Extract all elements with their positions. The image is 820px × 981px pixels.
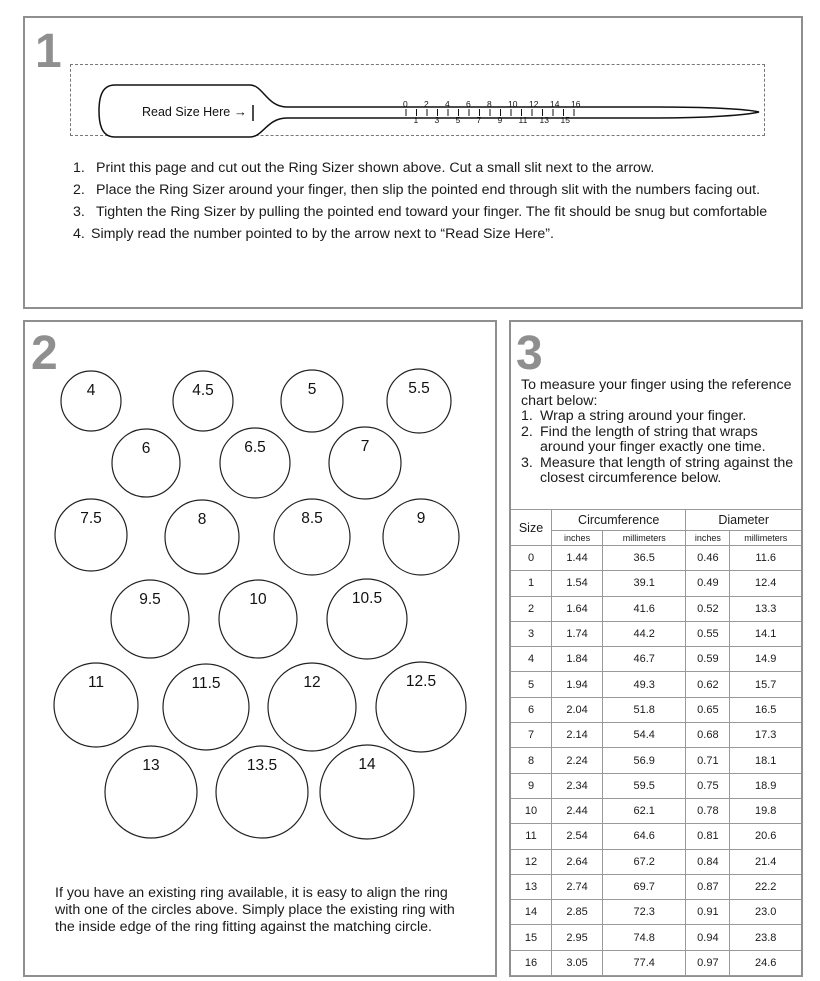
scale-number: 8: [487, 99, 492, 109]
circle-size-label: 9: [416, 510, 426, 527]
cell-circ-inches: 2.64: [552, 849, 603, 874]
scale-number: 16: [571, 99, 581, 109]
cell-diam-mm: 15.7: [730, 672, 801, 697]
cell-size: 15: [511, 925, 552, 950]
cell-circ-inches: 1.54: [552, 571, 603, 596]
cell-circ-mm: 77.4: [603, 950, 686, 975]
ring-circle: [387, 369, 451, 433]
circle-size-label: 12: [303, 674, 321, 691]
instruction-step: [73, 226, 773, 242]
table-row: [511, 950, 801, 975]
scale-number: 13: [539, 115, 549, 125]
circle-size-label: 4.5: [192, 382, 214, 399]
cell-diam-inches: 0.55: [686, 621, 730, 646]
cell-diam-inches: 0.84: [686, 849, 730, 874]
cell-circ-inches: 2.24: [552, 748, 603, 773]
cell-size: 8: [511, 748, 552, 773]
subheader-millimeters: millimeters: [603, 531, 686, 546]
circle-size-label: 6.5: [244, 439, 266, 456]
scale-number: 0: [403, 99, 408, 109]
cell-diam-mm: 19.8: [730, 798, 801, 823]
section-number: 3: [516, 327, 543, 380]
table-row: [511, 748, 801, 773]
cell-size: 2: [511, 596, 552, 621]
table-row: [511, 571, 801, 596]
circle-size-label: 14: [358, 756, 376, 773]
chart-step: [521, 409, 801, 425]
cell-diam-mm: 23.0: [730, 900, 801, 925]
circle-size-label: 11: [87, 674, 105, 691]
circle-size-label: 6: [141, 440, 151, 457]
ring-circle: [281, 370, 343, 432]
subheader-inches: inches: [686, 531, 730, 546]
cell-circ-inches: 1.84: [552, 647, 603, 672]
scale-number: 10: [508, 99, 518, 109]
cell-circ-mm: 67.2: [603, 849, 686, 874]
cell-circ-mm: 54.4: [603, 723, 686, 748]
chart-step: [521, 425, 801, 456]
cell-diam-inches: 0.46: [686, 546, 730, 571]
cell-size: 1: [511, 571, 552, 596]
cell-diam-mm: 23.8: [730, 925, 801, 950]
cell-size: 0: [511, 546, 552, 571]
circle-size-label: 5: [307, 381, 317, 398]
step-number: 1.: [521, 408, 533, 424]
cell-diam-inches: 0.68: [686, 723, 730, 748]
table-body: [511, 546, 801, 976]
cell-size: 11: [511, 824, 552, 849]
step-number: 2.: [521, 423, 533, 440]
chart-step: [521, 456, 801, 487]
cell-circ-mm: 56.9: [603, 748, 686, 773]
section-number: 2: [31, 327, 58, 380]
scale-number: 11: [518, 115, 528, 125]
circle-size-label: 13.5: [246, 757, 278, 774]
table-row: [511, 773, 801, 798]
cell-diam-inches: 0.78: [686, 798, 730, 823]
step-text: Find the length of string that wraps around your finger exactly one time.: [540, 423, 766, 455]
scale-number: 14: [550, 99, 560, 109]
circle-size-label: 5.5: [408, 380, 430, 397]
cell-diam-mm: 13.3: [730, 596, 801, 621]
cell-circ-inches: 2.54: [552, 824, 603, 849]
circle-size-label: 8: [197, 511, 207, 528]
scale-number: 3: [434, 115, 440, 125]
scale-number: 2: [424, 99, 429, 109]
arrow-icon: →: [234, 104, 247, 119]
circle-size-label: 11.5: [191, 675, 221, 692]
chart-instructions: [521, 378, 801, 487]
cell-diam-inches: 0.49: [686, 571, 730, 596]
cell-circ-mm: 39.1: [603, 571, 686, 596]
cell-diam-mm: 11.6: [730, 546, 801, 571]
table-row: [511, 596, 801, 621]
table-row: [511, 647, 801, 672]
header-diameter: Diameter: [686, 510, 801, 531]
circle-size-label: 7.5: [80, 510, 102, 527]
table-row: [511, 723, 801, 748]
table-row: [511, 900, 801, 925]
circle-size-label: 7: [360, 438, 370, 455]
circle-size-label: 13: [142, 757, 160, 774]
scale-number: 7: [476, 115, 482, 125]
ring-size-table: [511, 509, 801, 976]
cell-size: 14: [511, 900, 552, 925]
cell-size: 5: [511, 672, 552, 697]
cell-circ-inches: 1.74: [552, 621, 603, 646]
scale-number: 12: [529, 99, 539, 109]
cell-diam-inches: 0.75: [686, 773, 730, 798]
header-size: Size: [511, 510, 552, 546]
cell-diam-mm: 18.1: [730, 748, 801, 773]
subheader-millimeters: millimeters: [730, 531, 801, 546]
ring-circle: [173, 371, 233, 431]
ring-sizer-panel: [23, 16, 803, 309]
cell-size: 16: [511, 950, 552, 975]
cell-diam-inches: 0.65: [686, 697, 730, 722]
table-row: [511, 798, 801, 823]
section-number: 1: [35, 25, 62, 78]
cell-diam-mm: 12.4: [730, 571, 801, 596]
cell-circ-mm: 64.6: [603, 824, 686, 849]
read-size-label: Read Size Here: [142, 105, 231, 119]
cell-diam-mm: 18.9: [730, 773, 801, 798]
step-text: Measure that length of string against the closest circumference below.: [540, 454, 794, 486]
table-row: [511, 925, 801, 950]
cell-diam-inches: 0.94: [686, 925, 730, 950]
cell-circ-inches: 2.34: [552, 773, 603, 798]
cell-size: 3: [511, 621, 552, 646]
circle-size-label: 10: [249, 591, 267, 608]
circle-size-label: 4: [86, 382, 96, 399]
step-text: Print this page and cut out the Ring Sizer shown above. Cut a small slit next to the arrow.: [96, 160, 655, 176]
cell-circ-inches: 2.74: [552, 874, 603, 899]
cell-diam-mm: 14.1: [730, 621, 801, 646]
cell-circ-inches: 3.05: [552, 950, 603, 975]
cell-size: 7: [511, 723, 552, 748]
cell-diam-inches: 0.97: [686, 950, 730, 975]
circle-instructions: If you have an existing ring available, it is easy to align the ring with one of the circles above. Simply place the existing ring with the inside edge of the ring fitting against the matching circle.: [55, 885, 455, 935]
cell-circ-inches: 2.04: [552, 697, 603, 722]
step-text: Simply read the number pointed to by the arrow next to “Read Size Here”.: [91, 226, 554, 242]
cell-size: 9: [511, 773, 552, 798]
step-number: 3.: [521, 454, 533, 471]
table-row: [511, 849, 801, 874]
instruction-step: [73, 160, 773, 176]
cell-size: 13: [511, 874, 552, 899]
instruction-step: [73, 204, 773, 220]
cell-size: 6: [511, 697, 552, 722]
header-circumference: Circumference: [552, 510, 686, 531]
cell-circ-mm: 36.5: [603, 546, 686, 571]
circle-size-label: 8.5: [301, 510, 323, 527]
table-row: [511, 672, 801, 697]
cell-circ-inches: 2.85: [552, 900, 603, 925]
step-text: Tighten the Ring Sizer by pulling the pointed end toward your finger. The fit should be snug but comfortable: [96, 204, 768, 220]
step-text: Place the Ring Sizer around your finger, then slip the pointed end through slit with the numbers facing out.: [96, 182, 761, 198]
cell-circ-inches: 2.14: [552, 723, 603, 748]
cell-circ-mm: 59.5: [603, 773, 686, 798]
cell-size: 10: [511, 798, 552, 823]
circle-size-label: 9.5: [139, 591, 161, 608]
cell-circ-inches: 2.44: [552, 798, 603, 823]
table-row: [511, 546, 801, 571]
cell-circ-mm: 51.8: [603, 697, 686, 722]
cell-diam-inches: 0.62: [686, 672, 730, 697]
step-number: 2.: [73, 182, 85, 198]
step-number: 1.: [73, 160, 85, 176]
ring-circle: [61, 371, 121, 431]
cell-diam-inches: 0.81: [686, 824, 730, 849]
instruction-step: [73, 182, 773, 198]
instructions-list: [73, 160, 773, 248]
scale-number: 6: [466, 99, 471, 109]
circle-size-label: 12.5: [405, 673, 437, 690]
cell-size: 12: [511, 849, 552, 874]
table-row: [511, 874, 801, 899]
cell-circ-mm: 69.7: [603, 874, 686, 899]
size-chart-panel: [509, 320, 803, 977]
circle-size-label: 10.5: [351, 590, 383, 607]
step-number: 4.: [73, 226, 85, 242]
cell-circ-mm: 46.7: [603, 647, 686, 672]
cell-diam-mm: 14.9: [730, 647, 801, 672]
step-text: Wrap a string around your finger.: [540, 408, 747, 424]
cell-circ-inches: 2.95: [552, 925, 603, 950]
chart-intro: To measure your finger using the reference chart below:: [521, 377, 792, 409]
subheader-inches: inches: [552, 531, 603, 546]
cell-circ-inches: 1.64: [552, 596, 603, 621]
scale-number: 5: [455, 115, 461, 125]
cell-diam-mm: 24.6: [730, 950, 801, 975]
ring-circles: [25, 322, 495, 882]
cell-circ-inches: 1.94: [552, 672, 603, 697]
cell-diam-inches: 0.87: [686, 874, 730, 899]
scale-number: 1: [413, 115, 419, 125]
cell-circ-mm: 74.8: [603, 925, 686, 950]
scale-number: 9: [497, 115, 503, 125]
table-row: [511, 824, 801, 849]
ring-sizer-strip: [97, 81, 767, 141]
cell-circ-mm: 49.3: [603, 672, 686, 697]
cell-diam-inches: 0.52: [686, 596, 730, 621]
table-row: [511, 697, 801, 722]
cell-circ-mm: 41.6: [603, 596, 686, 621]
circle-sizer-panel: [23, 320, 497, 977]
step-number: 3.: [73, 204, 85, 220]
cell-diam-inches: 0.91: [686, 900, 730, 925]
cell-diam-inches: 0.59: [686, 647, 730, 672]
cell-diam-mm: 22.2: [730, 874, 801, 899]
cell-diam-mm: 20.6: [730, 824, 801, 849]
cell-diam-mm: 16.5: [730, 697, 801, 722]
cell-circ-mm: 62.1: [603, 798, 686, 823]
scale-number: 4: [445, 99, 450, 109]
cell-diam-inches: 0.71: [686, 748, 730, 773]
cell-diam-mm: 17.3: [730, 723, 801, 748]
cell-circ-mm: 72.3: [603, 900, 686, 925]
cell-diam-mm: 21.4: [730, 849, 801, 874]
scale-number: 15: [560, 115, 570, 125]
table-row: [511, 621, 801, 646]
cell-circ-mm: 44.2: [603, 621, 686, 646]
cell-size: 4: [511, 647, 552, 672]
cell-circ-inches: 1.44: [552, 546, 603, 571]
